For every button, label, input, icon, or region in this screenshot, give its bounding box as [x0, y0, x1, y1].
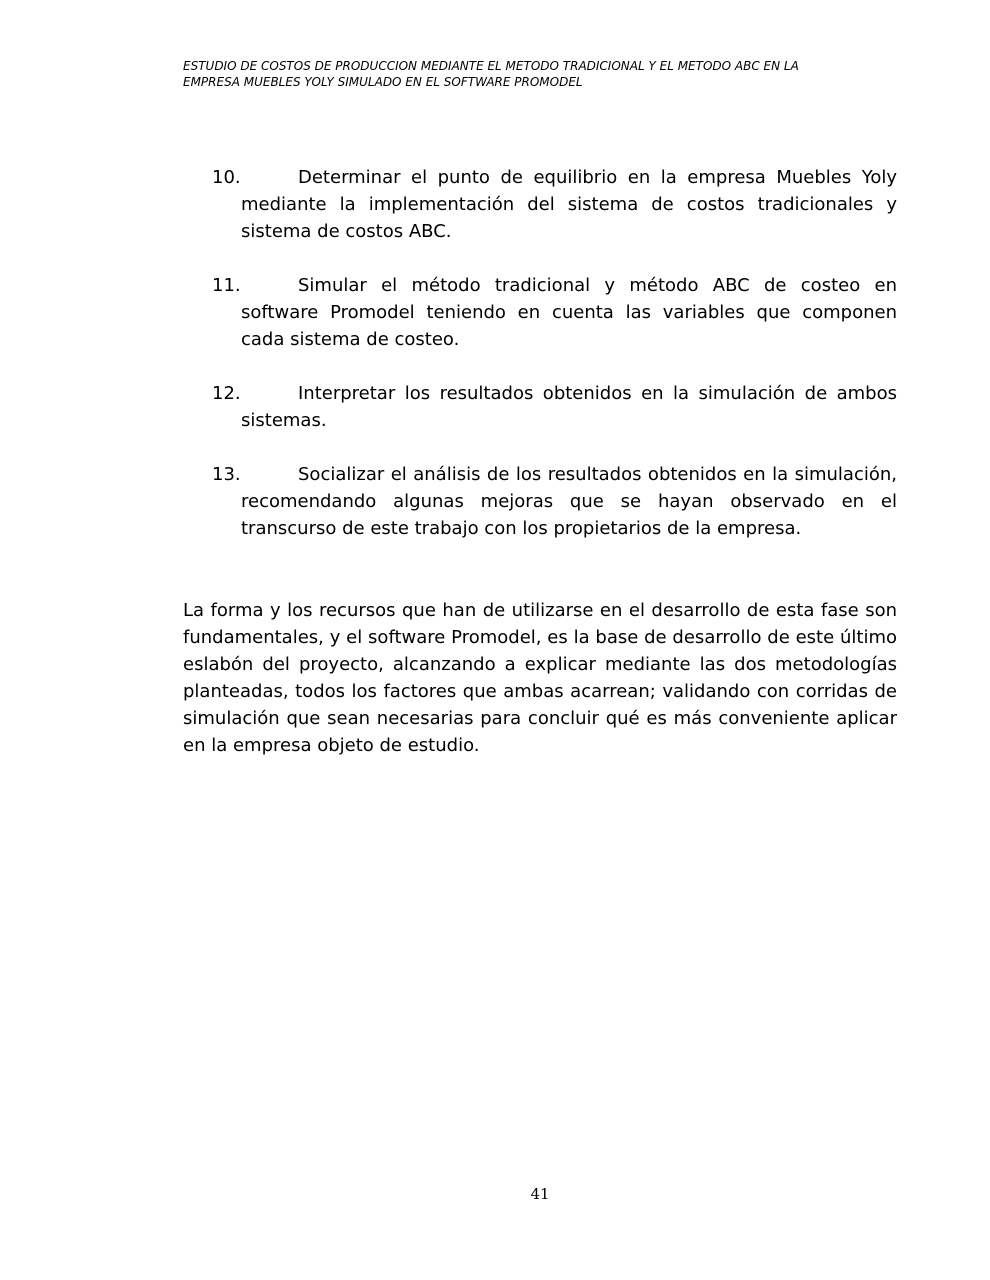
running-header-line-1: ESTUDIO DE COSTOS DE PRODUCCION MEDIANTE EL METODO TRADICIONAL Y EL METODO ABC EN LA [183, 59, 799, 73]
running-header [183, 58, 883, 90]
running-header-line-2: EMPRESA MUEBLES YOLY SIMULADO EN EL SOFTWARE PROMODEL [183, 75, 583, 89]
objective-number: 11. [212, 275, 241, 296]
objective-number: 12. [212, 383, 241, 404]
objective-text: Simular el método tradicional y método ABC de costeo en software Promodel teniendo en cuenta las variables que componen cada sistema de costeo. [241, 275, 897, 350]
objective-item-13 [212, 461, 897, 542]
closing-paragraph: La forma y los recursos que han de utilizarse en el desarrollo de esta fase son fundamentales, y el software Promodel, es la base de desarrollo de este último eslabón del proyecto, alcanzando a explicar mediante las dos metodologías planteadas, todos los factores que ambas acarrean; validando con corridas de simulación que sean necesarias para concluir qué es más conveniente aplicar en la empresa objeto de estudio. [183, 600, 897, 756]
objective-text: Determinar el punto de equilibrio en la empresa Muebles Yoly mediante la implementación del sistema de costos tradicionales y sistema de costos ABC. [241, 167, 897, 242]
objective-item-11 [212, 272, 897, 353]
objective-text: Socializar el análisis de los resultados obtenidos en la simulación, recomendando algunas mejoras que se hayan observado en el transcurso de este trabajo con los propietarios de la empresa. [241, 464, 897, 539]
objective-item-12 [212, 380, 897, 434]
objectives-list [212, 164, 897, 569]
objective-item-10 [212, 164, 897, 245]
objective-text: Interpretar los resultados obtenidos en la simulación de ambos sistemas. [241, 383, 897, 431]
objective-number: 10. [212, 167, 241, 188]
objective-number: 13. [212, 464, 241, 485]
page-number: 41 [530, 1185, 550, 1203]
